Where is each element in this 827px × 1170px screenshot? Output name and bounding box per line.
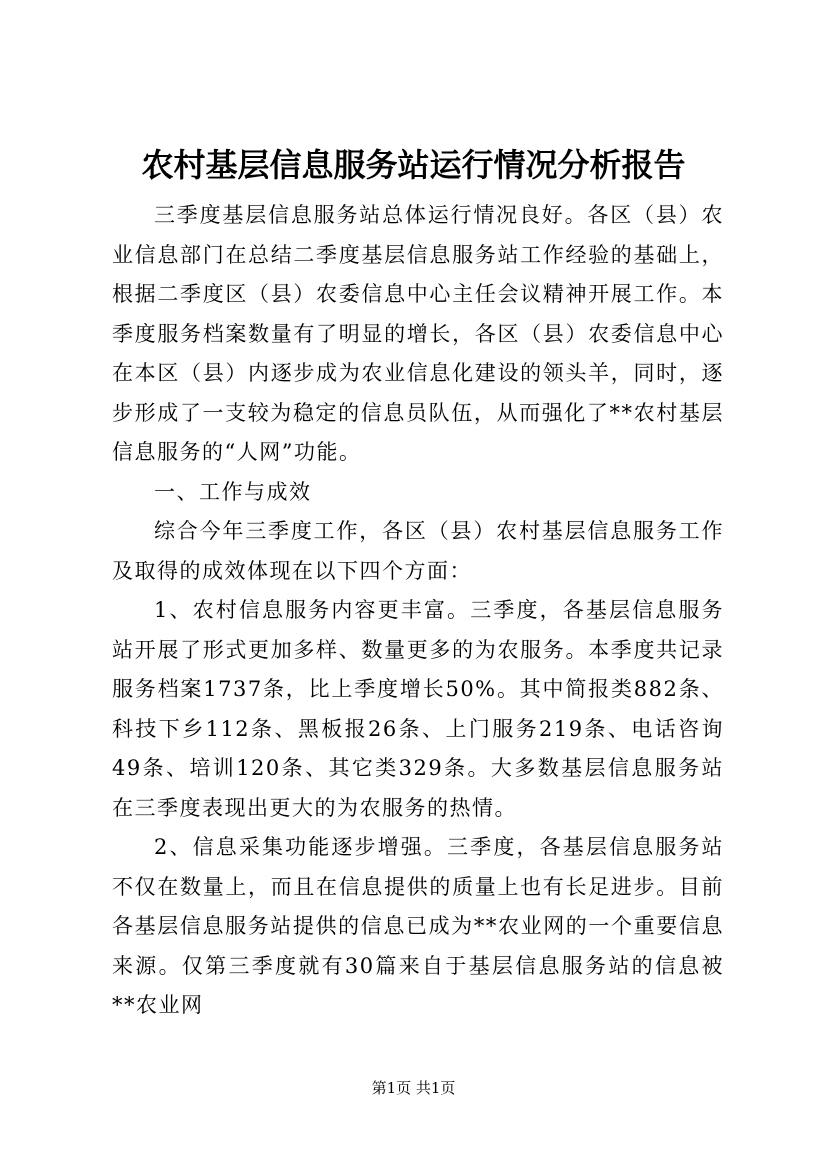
page-footer: 第1页 共1页 [371, 1079, 456, 1097]
document-title: 农村基层信息服务站运行情况分析报告 [141, 146, 686, 184]
document-body [112, 196, 724, 1026]
paragraph-summary: 综合今年三季度工作，各区（县）农村基层信息服务工作及取得的成效体现在以下四个方面： [112, 519, 724, 583]
section-heading-work-results: 一、工作与成效 [154, 479, 312, 504]
paragraph-intro: 三季度基层信息服务站总体运行情况良好。各区（县）农业信息部门在总结二季度基层信息服务站工作经验的基础上，根据二季度区（县）农委信息中心主任会议精神开展工作。本季度服务档案数量有了明显的增长，各区（县）农委信息中心在本区（县）内逐步成为农业信息化建设的领头羊，同时，逐步形成了一支较为稳定的信息员队伍，从而强化了**农村基层信息服务的“人网”功能。 [112, 203, 724, 464]
paragraph-point-2: 2、信息采集功能逐步增强。三季度，各基层信息服务站不仅在数量上，而且在信息提供的质量上也有长足进步。目前各基层信息服务站提供的信息已成为**农业网的一个重要信息来源。仅第三季度就有30篇来自于基层信息服务站的信息被**农业网 [112, 835, 724, 1017]
paragraph-point-1: 1、农村信息服务内容更丰富。三季度，各基层信息服务站开展了形式更加多样、数量更多的为农服务。本季度共记录服务档案1737条，比上季度增长50%。其中简报类882条、科技下乡112条、黑板报26条、上门服务219条、电话咨询49条、培训120条、其它类329条。大多数基层信息服务站在三季度表现出更大的为农服务的热情。 [112, 598, 724, 820]
